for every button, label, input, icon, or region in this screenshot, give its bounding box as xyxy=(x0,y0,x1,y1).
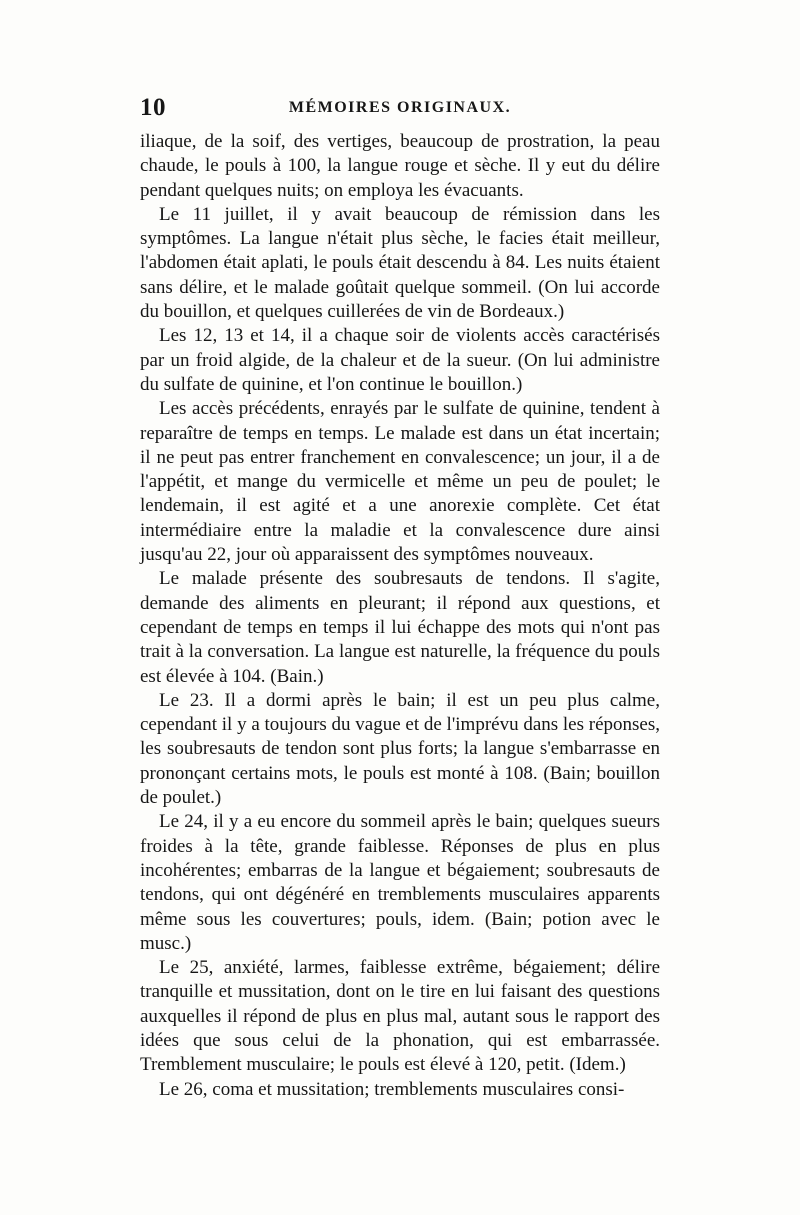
running-head: MÉMOIRES ORIGINAUX. xyxy=(288,99,512,116)
paragraph-le-23: Le 23. Il a dormi après le bain; il est un peu plus calme, cependant il y a toujours du vague et de l'imprévu dans les réponses, les soubresauts de tendon sont plus forts; la langue s'embarrasse en prononçant certains mots, le pouls est monté à 108. (Bain; bouillon de poulet.) xyxy=(140,689,660,809)
paragraph-le-25: Le 25, anxiété, larmes, faiblesse extrême, bégaiement; délire tranquille et mussitation, dont on le tire en lui faisant des questions auxquelles il répond de plus en plus mal, autant sous le rapport des idées que sous celui de la phonation, qui est embarrassée. Tremblement musculaire; le pouls est élevé à 120, petit. (Idem.) xyxy=(140,957,660,1076)
paragraph-12-13-14: Les 12, 13 et 14, il a chaque soir de violents accès caractérisés par un froid algide, de la chaleur et de la sueur. (On lui administre du sulfate de quinine, et l'on continue le bouillon.) xyxy=(140,325,660,395)
paragraph-soubresauts: Le malade présente des soubresauts de tendons. Il s'agite, demande des aliments en pleurant; il répond aux questions, et cependant de temps en temps il lui échappe des mots qui n'ont pas trait à la conversation. La langue est naturelle, la fréquence du pouls est élevée à 104. (Bain.) xyxy=(140,568,660,687)
paragraph-le-24: Le 24, il y a eu encore du sommeil après le bain; quelques sueurs froides à la tête, grande faiblesse. Réponses de plus en plus incohérentes; embarras de la langue et bégaiement; soubresauts de tendons, qui ont dégénéré en tremblements musculaires apparents même sous les couvertures; pouls, idem. (Bain; potion avec le musc.) xyxy=(140,811,660,954)
paragraph-acces-precedents: Les accès précédents, enrayés par le sulfate de quinine, tendent à reparaître de temps en temps. Le malade est dans un état incertain; il ne peut pas entrer franchement en convalescence; un jour, il a de l'appétit, et mange du vermicelle et même un peu de poulet; le lendemain, il est agité et a une anorexie complète. Cet état intermédiaire entre la maladie et la convalescence dure ainsi jusqu'au 22, jour où apparaissent des symptômes nouveaux. xyxy=(140,398,660,566)
paragraph-11-juillet: Le 11 juillet, il y avait beaucoup de rémission dans les symptômes. La langue n'était plus sèche, le facies était meilleur, l'abdomen était aplati, le pouls était descendu à 84. Les nuits étaient sans délire, et le malade goûtait quelque sommeil. (On lui accorde du bouillon, et quelques cuillerées de vin de Bordeaux.) xyxy=(140,203,660,323)
page-number: 10 xyxy=(140,94,166,121)
paragraph-le-26: Le 26, coma et mussitation; tremblements musculaires consi- xyxy=(159,1078,625,1100)
body-text xyxy=(140,130,660,1102)
page-header xyxy=(140,94,660,126)
paragraph-continuation: iliaque, de la soif, des vertiges, beaucoup de prostration, la peau chaude, le pouls à 100, la langue rouge et sèche. Il y eut du délire pendant quelques nuits; on employa les évacuants. xyxy=(140,131,660,201)
